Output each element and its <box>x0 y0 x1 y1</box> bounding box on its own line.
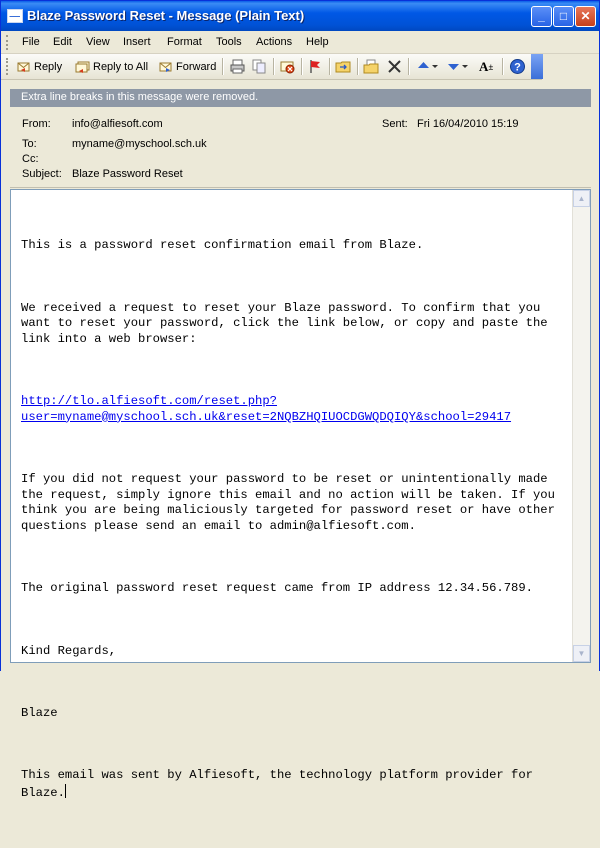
scroll-up-arrow-icon[interactable]: ▲ <box>573 190 590 207</box>
svg-text:?: ? <box>514 61 521 74</box>
reply-button[interactable] <box>16 57 62 76</box>
menu-bar <box>1 32 599 54</box>
reply-all-button[interactable] <box>75 57 148 76</box>
sent-value: Fri 16/04/2010 15:19 <box>417 118 519 130</box>
maximize-button[interactable]: □ <box>553 6 574 27</box>
body-paragraph: This is a password reset confirmation email from Blaze. <box>21 238 424 253</box>
menu-insert[interactable]: Insert <box>123 36 151 48</box>
body-paragraph: Kind Regards, <box>21 643 117 658</box>
menubar-grip[interactable] <box>6 35 11 50</box>
body-paragraph: This email was sent by Alfiesoft, the technology platform provider for Blaze. <box>21 768 541 800</box>
info-bar-text: Extra line breaks in this message were removed. <box>21 91 259 103</box>
junk-mail-icon[interactable] <box>279 58 296 75</box>
printer-icon[interactable] <box>229 58 246 75</box>
toolbar-separator <box>329 58 331 75</box>
message-text[interactable] <box>21 207 569 848</box>
info-bar[interactable] <box>10 89 591 107</box>
menu-format[interactable]: Format <box>167 36 202 48</box>
toolbar-grip[interactable] <box>6 58 11 75</box>
reply-all-label: Reply to All <box>93 60 149 73</box>
font-size-icon[interactable]: A ± <box>479 58 494 74</box>
title-bar[interactable] <box>1 1 599 31</box>
menu-actions[interactable]: Actions <box>256 36 293 48</box>
chevron-down-icon[interactable] <box>431 58 439 75</box>
toolbar-separator <box>301 58 303 75</box>
close-button[interactable]: ✕ <box>575 6 596 27</box>
to-value[interactable]: myname@myschool.sch.uk <box>72 138 207 150</box>
forward-button[interactable] <box>158 57 216 76</box>
copy-icon[interactable] <box>251 58 268 75</box>
toolbar-separator <box>357 58 359 75</box>
subject-value: Blaze Password Reset <box>72 168 183 180</box>
menu-view[interactable]: View <box>86 36 110 48</box>
toolbar-separator <box>408 58 410 75</box>
menu-edit[interactable]: Edit <box>53 36 72 48</box>
body-paragraph: If you did not request your password to be reset or unintentionally made the request, simply ignore this email and no action will be taken. If you think you are being maliciously targeted for password reset or have other questions please send an email to admin@alfiesoft.com. <box>21 472 563 533</box>
menu-tools[interactable]: Tools <box>216 36 242 48</box>
toolbar-separator <box>222 58 224 75</box>
body-paragraph: Blaze <box>21 706 58 720</box>
reply-icon <box>16 59 32 75</box>
from-value[interactable]: info@alfiesoft.com <box>72 118 163 130</box>
cc-label: Cc: <box>22 153 39 165</box>
forward-icon <box>158 59 174 75</box>
header-divider <box>10 187 591 188</box>
follow-up-flag-icon[interactable] <box>307 58 324 75</box>
reset-link[interactable]: http://tlo.alfiesoft.com/reset.php?user=myname@myschool.sch.uk&reset=2NQBZHQIUOCDGWQDQIQY&school=29417 <box>21 394 512 424</box>
toolbar-separator <box>273 58 275 75</box>
window-title: Blaze Password Reset - Message (Plain Text) <box>27 8 305 23</box>
reply-label: Reply <box>34 60 63 73</box>
minimize-button[interactable]: _ <box>531 6 552 27</box>
mail-envelope-icon <box>7 9 23 23</box>
window-bottom-edge <box>1 663 599 671</box>
to-label: To: <box>22 138 37 150</box>
menu-help[interactable]: Help <box>306 36 329 48</box>
subject-label: Subject: <box>22 168 62 180</box>
body-paragraph: The original password reset request came from IP address 12.34.56.789. <box>21 581 533 596</box>
help-icon[interactable] <box>509 58 526 75</box>
previous-item-icon[interactable] <box>415 58 432 75</box>
from-label: From: <box>22 118 51 130</box>
next-item-icon[interactable] <box>445 58 462 75</box>
standard-toolbar <box>1 54 542 80</box>
chevron-down-icon[interactable] <box>461 58 469 75</box>
text-cursor <box>65 784 66 798</box>
vertical-scrollbar[interactable] <box>572 190 590 662</box>
move-to-folder-icon[interactable] <box>335 58 352 75</box>
reply-all-icon <box>75 59 91 75</box>
message-body[interactable] <box>10 189 591 800</box>
sent-label: Sent: <box>382 118 408 130</box>
scroll-down-arrow-icon[interactable]: ▼ <box>573 645 590 662</box>
body-paragraph: We received a request to reset your Blaze password. To confirm that you want to reset your password, click the link below, or copy and paste the link into a web browser: <box>21 300 555 346</box>
toolbar-separator <box>502 58 504 75</box>
file-folder-icon[interactable] <box>363 58 380 75</box>
menu-file[interactable]: File <box>22 36 40 48</box>
forward-label: Forward <box>176 60 217 73</box>
delete-x-icon[interactable] <box>386 58 403 75</box>
toolbar-options-chevron-icon[interactable] <box>531 54 543 79</box>
